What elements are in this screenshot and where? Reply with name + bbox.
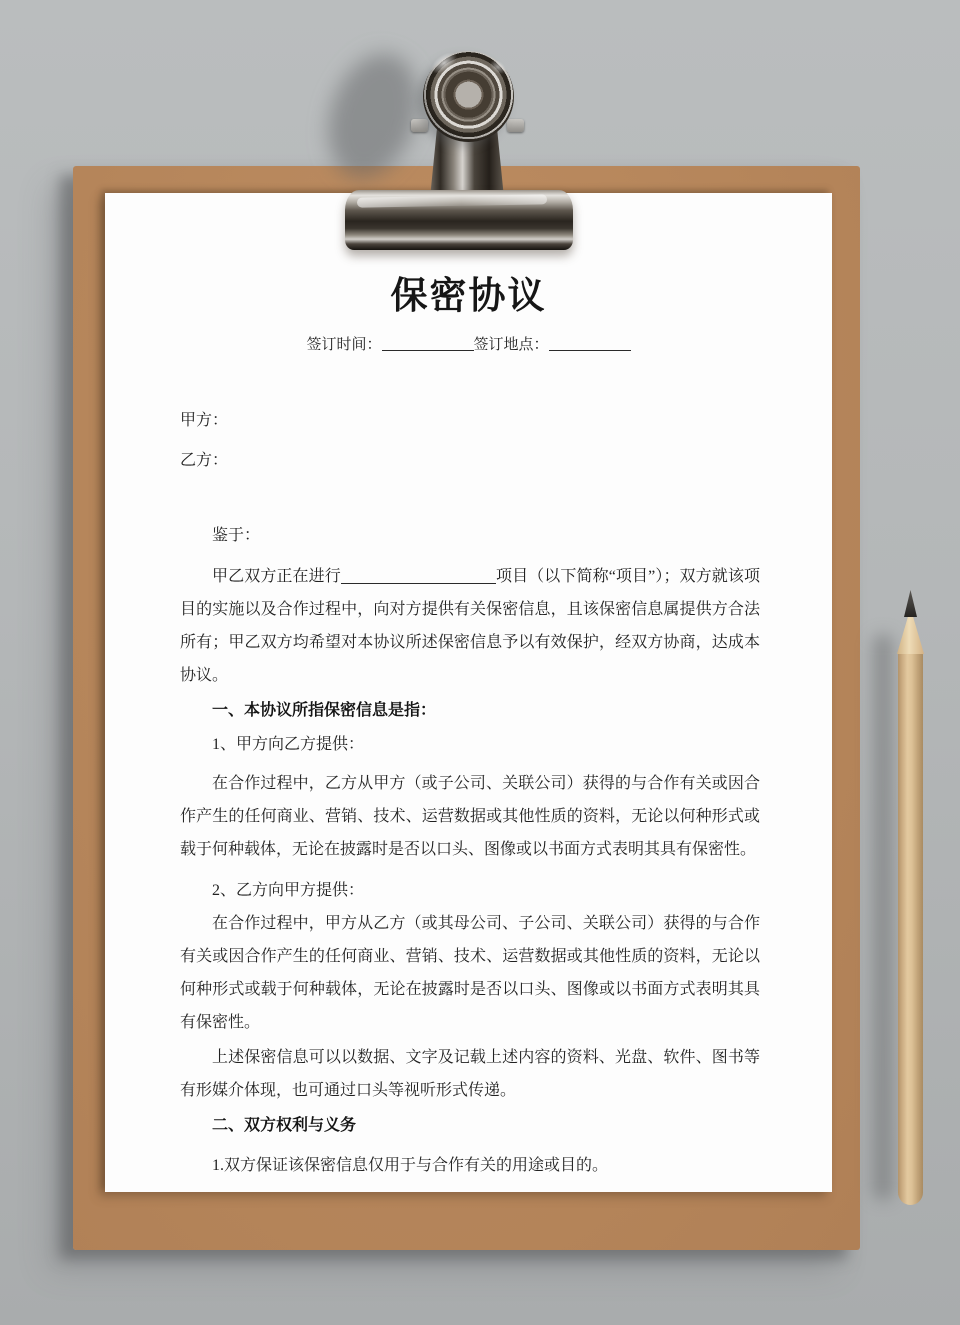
- sign-time-label: 签订时间：: [306, 337, 382, 353]
- section-1-item-2-label: 2、乙方向甲方提供：: [212, 882, 365, 899]
- document-title: 保密协议: [390, 276, 547, 317]
- pencil-shadow: [873, 634, 893, 1200]
- clip-bar: [345, 190, 573, 250]
- document-body: [180, 404, 760, 1182]
- clip-right-tab: [507, 119, 524, 132]
- pencil-graphite-tip-icon: [904, 590, 917, 617]
- party-a-label: 甲方：: [180, 412, 229, 429]
- section-1-item-2-text: 在合作过程中，甲方从乙方（或其母公司、子公司、关联公司）获得的与合作有关或因合作产生的任何商业、营销、技术、运营数据或其他性质的资料，无论以何种形式或载于何种载体，无论在披露时是否以口头、图像或以书面方式表明其具有保密性。: [180, 915, 760, 1031]
- section-1-heading: 一、本协议所指保密信息是指：: [212, 702, 437, 719]
- clip-ring: [423, 51, 514, 142]
- section-1-item-1-label: 1、甲方向乙方提供：: [212, 736, 365, 753]
- section-1-closing-text: 上述保密信息可以以数据、文字及记载上述内容的资料、光盘、软件、图书等有形媒介体现，也可通过口头等视听形式传递。: [180, 1049, 760, 1099]
- sign-row: [105, 333, 832, 354]
- intro-paragraph: [180, 560, 760, 692]
- section-2-item-1-text: 1.双方保证该保密信息仅用于与合作有关的用途或目的。: [212, 1157, 609, 1174]
- section-2-heading: 二、双方权利与义务: [212, 1117, 357, 1134]
- sign-time-blank-line: [382, 335, 474, 351]
- paper: [105, 193, 832, 1192]
- pencil-body: [898, 651, 923, 1205]
- party-b-label: 乙方：: [180, 452, 229, 469]
- clip-left-tab: [411, 119, 428, 132]
- whereas-label: 鉴于：: [212, 527, 261, 544]
- intro-text-before-blank: 甲乙双方正在进行: [212, 568, 341, 585]
- project-name-blank-line: [341, 568, 496, 584]
- intro-text-after-blank: 项目（以下简称“项目”）；双方就该项目的实施以及合作过程中，向对方提供有关保密信息，且该保密信息属提供方合法所有；甲乙双方均希望对本协议所述保密信息予以有效保护，经双方协商，达成本协议。: [180, 568, 760, 684]
- section-1-item-1-text: 在合作过程中，乙方从甲方（或子公司、关联公司）获得的与合作有关或因合作产生的任何商业、营销、技术、运营数据或其他性质的资料，无论以何种形式或载于何种载体，无论在披露时是否以口头、图像或以书面方式表明其具有保密性。: [180, 775, 760, 858]
- sign-place-label: 签订地点：: [473, 337, 549, 353]
- sign-place-blank-line: [549, 335, 631, 351]
